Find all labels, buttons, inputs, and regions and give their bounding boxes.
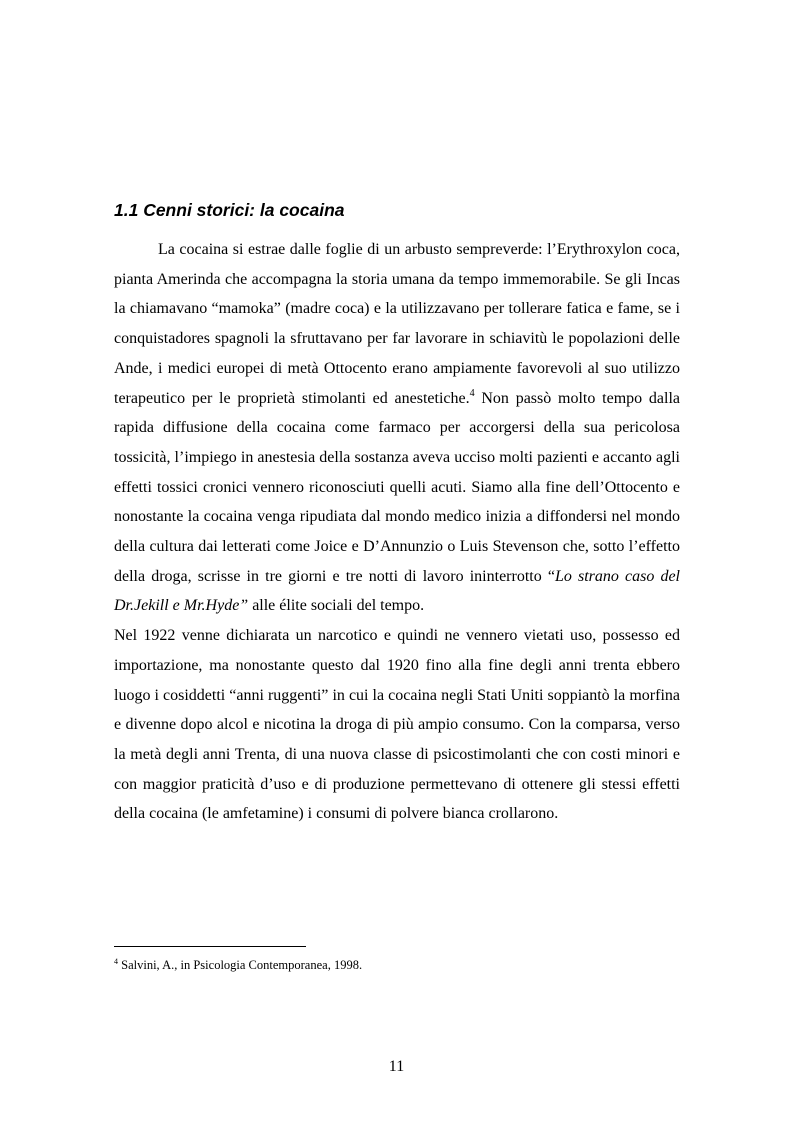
footnote-divider — [114, 946, 306, 947]
footnote-reference[interactable]: 4 — [469, 387, 475, 399]
paragraph-history — [114, 235, 680, 621]
body-text — [114, 235, 680, 829]
footnote-text: Salvini, A., in Psicologia Contemporanea, 1998. — [118, 958, 363, 972]
page-number: 11 — [388, 1058, 405, 1075]
paragraph-history-part2: Non passò molto tempo dalla rapida diffusione della cocaina come farmaco per accorgersi della sua pericolosa tossicità, l’impiego in anestesia della sostanza aveva ucciso molti pazienti e accanto agli effetti tossici cronici vennero riconosciuti quelli acuti. Siamo alla fine dell’Ottocento e nonostante la cocaina venga ripudiata dal mondo medico inizia a diffondersi nel mondo della cultura dai letterati come Joice e D’Annunzio o Luis Stevenson che, sotto l’effetto della droga, scrisse in tre giorni e tre notti di lavoro ininterrotto “ — [114, 389, 681, 585]
footnote-number: 4 — [114, 957, 118, 966]
book-title: Lo strano caso del Dr.Jekill e Mr.Hyde” — [114, 567, 681, 615]
section-heading: 1.1 Cenni storici: la cocaina — [114, 200, 345, 220]
footnote — [114, 957, 362, 973]
paragraph-history-part3: alle élite sociali del tempo. — [248, 597, 425, 615]
paragraph-history-part1: La cocaina si estrae dalle foglie di un arbusto sempreverde: l’Erythroxylon coca, pianta Amerinda che accompagna la storia umana da tempo immemorabile. Se gli Incas la chiamavano “mamoka” (madre coca) e la utilizzavano per tollerare fatica e fame, se i conquistadores spagnoli la sfruttavano per far lavorare in schiavitù le popolazioni delle Ande, i medici europei di metà Ottocento erano ampiamente favorevoli al suo utilizzo terapeutico per le proprietà stimolanti ed anestetiche. — [114, 241, 680, 407]
paragraph-prohibition: Nel 1922 venne dichiarata un narcotico e quindi ne vennero vietati uso, possesso ed importazione, ma nonostante questo dal 1920 fino alla fine degli anni trenta ebbero luogo i cosiddetti “anni ruggenti” in cui la cocaina negli Stati Uniti soppiantò la morfina e divenne dopo alcol e nicotina la droga di più ampio consumo. Con la comparsa, verso la metà degli anni Trenta, di una nuova classe di psicostimolanti che con costi minori e con maggior praticità d’uso e di produzione permettevano di ottenere gli stessi effetti della cocaina (le amfetamine) i consumi di polvere bianca crollarono. — [114, 627, 680, 823]
